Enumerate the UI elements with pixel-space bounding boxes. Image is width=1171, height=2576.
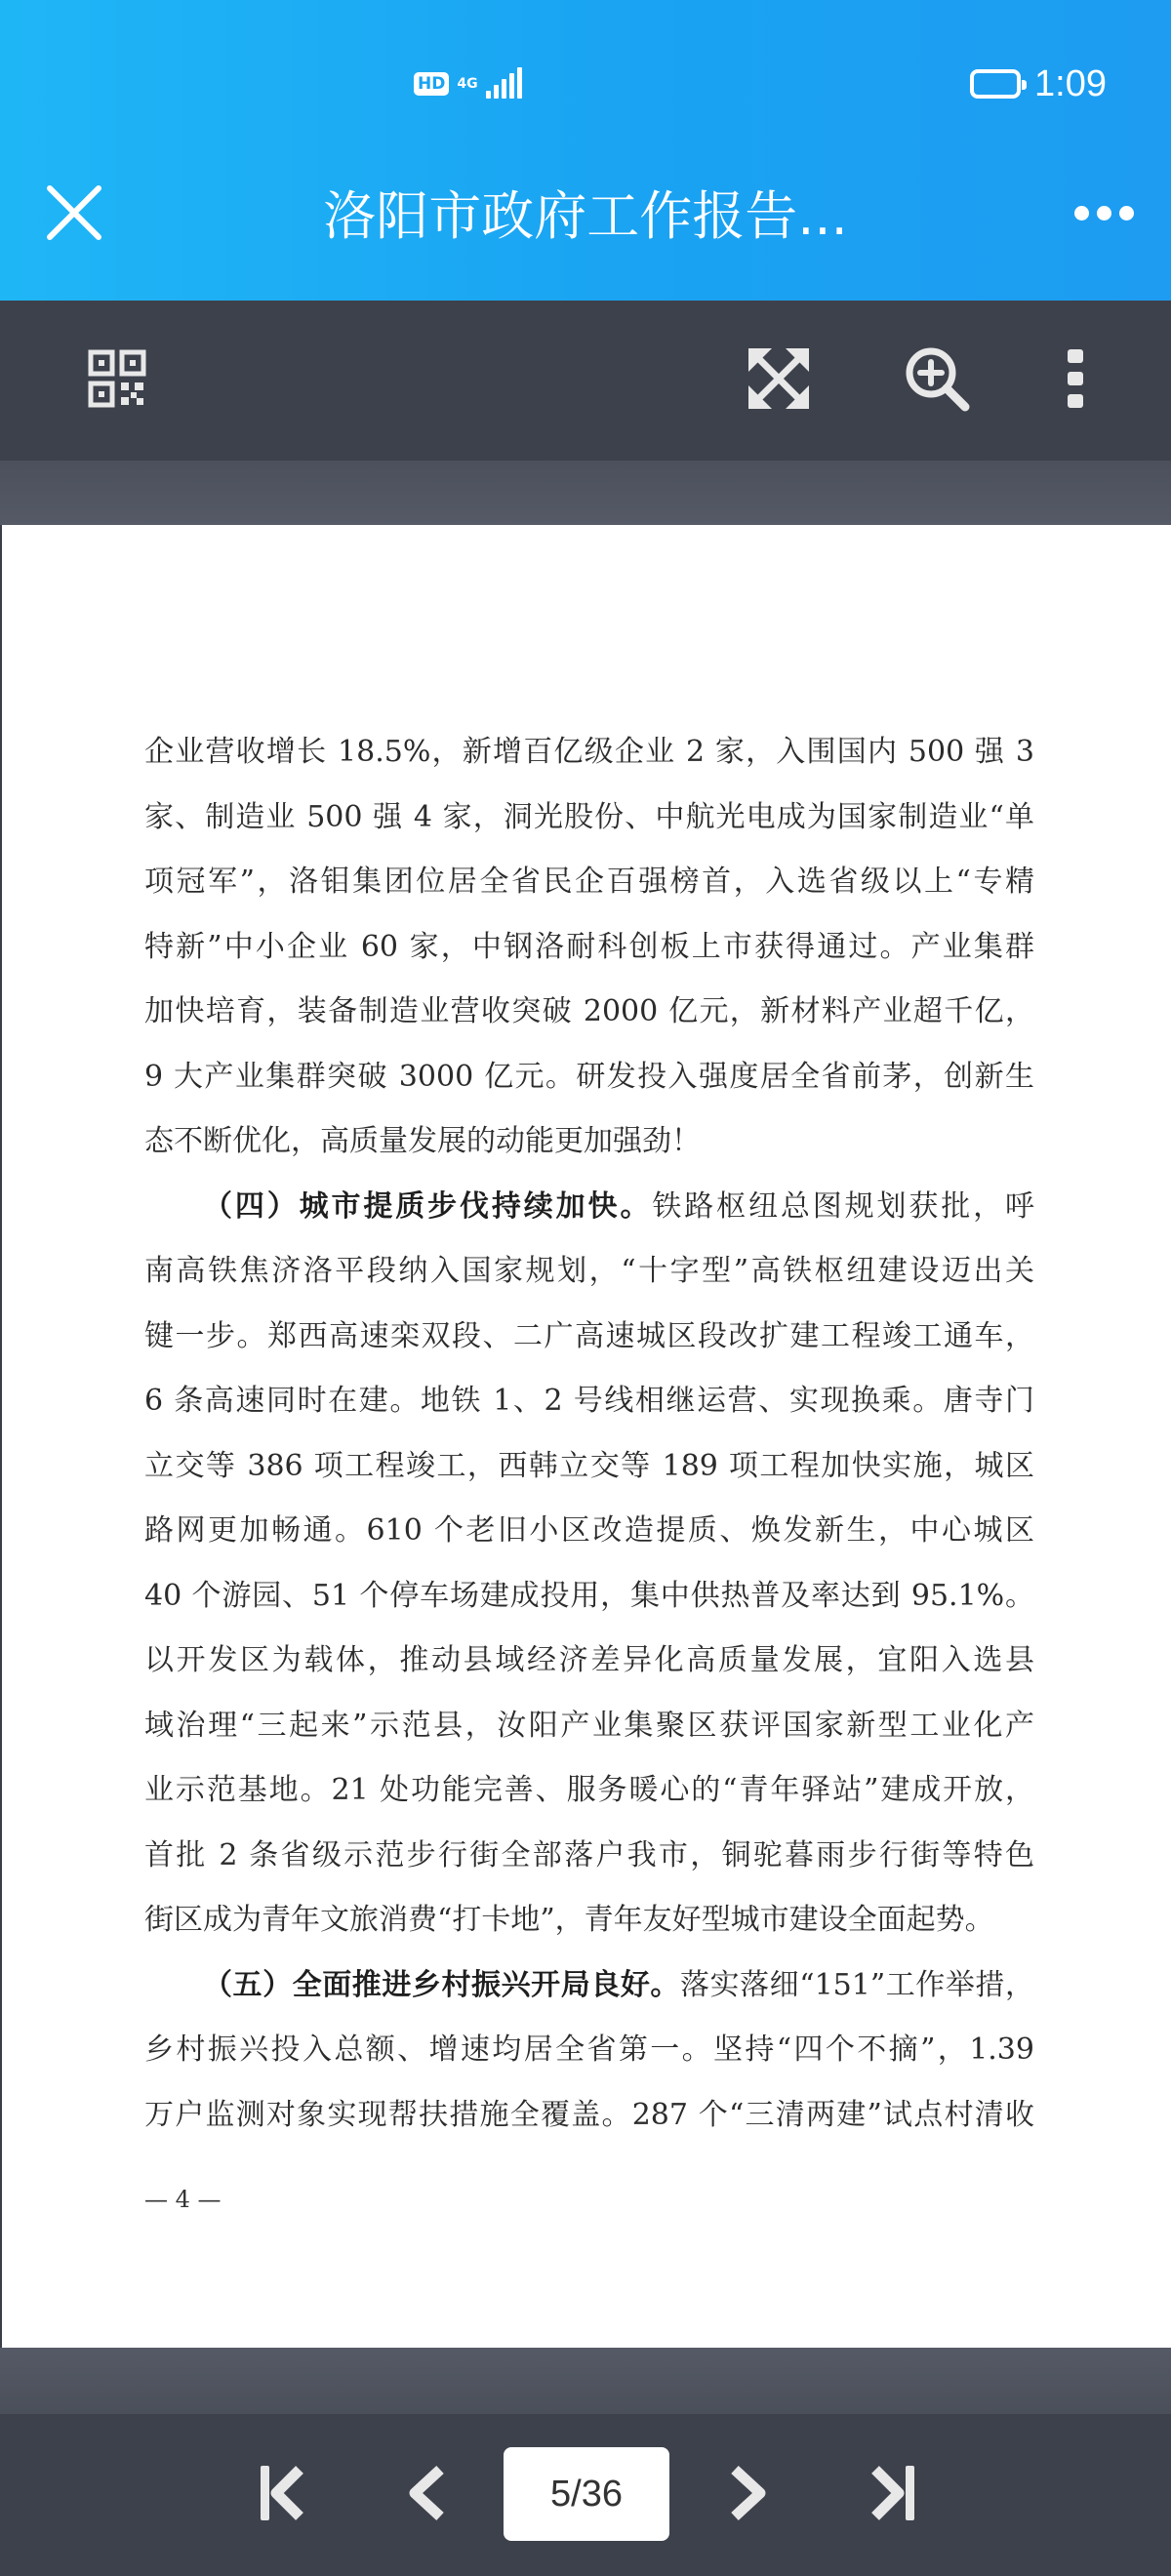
document-line (144, 2083, 1034, 2149)
status-time: 1:09 (1034, 62, 1107, 104)
more-dot-icon (1074, 206, 1089, 221)
page-indicator[interactable]: 5/36 (504, 2447, 669, 2541)
section-heading: （四）城市提质步伐持续加快。 (203, 1188, 653, 1224)
signal-icon (486, 69, 522, 99)
line-text: 加快培育，装备制造业营收突破 2000 亿元，新材料产业超千亿， (144, 994, 1034, 1028)
document-line (144, 1694, 1034, 1759)
document-line (144, 1824, 1034, 1889)
document-line (144, 915, 1034, 981)
document-page[interactable] (2, 525, 1171, 2348)
toolbar-shadow (0, 461, 1171, 525)
skip-to-first-icon (257, 2462, 305, 2524)
zoom-in-button[interactable] (896, 338, 978, 420)
document-line (144, 785, 1034, 851)
close-icon (44, 182, 104, 243)
fullscreen-button[interactable] (738, 338, 820, 420)
line-text: 40 个游园、51 个停车场建成投用，集中供热普及率达到 95.1%。 (144, 1578, 1034, 1613)
line-text: 路网更加畅通。610 个老旧小区改造提质、焕发新生，中心城区 (144, 1513, 1034, 1548)
document-line (144, 1109, 1034, 1175)
close-button[interactable] (35, 174, 113, 252)
document-line (144, 2018, 1034, 2083)
more-dot-icon (1119, 206, 1134, 221)
document-line (144, 1564, 1034, 1630)
line-text: 铁路枢纽总图规划获批，呼 (652, 1188, 1035, 1224)
line-text: 特新”中小企业 60 家，中钢洛耐科创板上市获得通过。产业集群 (144, 929, 1034, 964)
document-line (144, 1499, 1034, 1564)
line-text: 立交等 386 项工程竣工，西韩立交等 189 项工程加快实施，城区 (144, 1448, 1034, 1483)
section-heading: （五）全面推进乡村振兴开局良好。 (203, 1967, 680, 2002)
line-text: 南高铁焦济洛平段纳入国家规划，“十字型”高铁枢纽建设迈出关 (144, 1254, 1034, 1288)
line-text: 业示范基地。21 处功能完善、服务暖心的“青年驿站”建成开放， (144, 1773, 1034, 1807)
document-line (144, 1758, 1034, 1824)
page-footer-number: — 4 — (144, 2186, 222, 2213)
qr-code-button[interactable] (76, 338, 158, 420)
line-text: 6 条高速同时在建。地铁 1、2 号线相继运营、实现换乘。唐寺门 (144, 1384, 1034, 1418)
line-text: 键一步。郑西高速栾双段、二广高速城区段改扩建工程竣工通车， (144, 1318, 1034, 1353)
page-navigation-bar (0, 2414, 1171, 2576)
document-text (144, 720, 1034, 2148)
line-text: 项冠军”，洛钼集团位居全省民企百强榜首，入选省级以上“专精 (144, 865, 1034, 899)
more-dot-icon (1097, 206, 1111, 221)
viewer-toolbar (0, 301, 1171, 461)
document-line (144, 980, 1034, 1045)
document-line (144, 1239, 1034, 1305)
title-bar (0, 166, 1171, 301)
line-text: 家、制造业 500 强 4 家，洞光股份、中航光电成为国家制造业“单 (144, 799, 1034, 834)
document-line (144, 1629, 1034, 1694)
line-text: 域治理“三起来”示范县，汝阳产业集聚区获评国家新型工业化产 (144, 1708, 1034, 1743)
document-line (144, 1045, 1034, 1110)
expand-icon (747, 346, 811, 411)
line-text: 以开发区为载体，推动县域经济差异化高质量发展，宜阳入选县 (144, 1643, 1034, 1677)
next-page-button[interactable] (710, 2449, 788, 2537)
document-line (144, 850, 1034, 915)
previous-page-button[interactable] (386, 2449, 464, 2537)
line-text: 乡村振兴投入总额、增速均居全省第一。坚持“四个不摘”，1.39 (144, 2033, 1034, 2067)
document-line (144, 1369, 1034, 1434)
network-status (414, 64, 522, 103)
battery-icon (970, 69, 1021, 99)
network-type: 4G (457, 76, 478, 92)
status-right (970, 60, 1107, 107)
line-text: 万户监测对象实现帮扶措施全覆盖。287 个“三清两建”试点村清收 (144, 2097, 1034, 2132)
line-text: 9 大产业集群突破 3000 亿元。研发投入强度居全省前茅，创新生 (144, 1059, 1034, 1094)
document-line (144, 1434, 1034, 1500)
more-options-button[interactable] (1060, 183, 1148, 242)
hd-badge: HD (414, 72, 449, 96)
zoom-in-icon (903, 344, 971, 413)
last-page-button[interactable] (855, 2449, 933, 2537)
skip-to-last-icon (869, 2462, 918, 2524)
chevron-left-icon (403, 2462, 448, 2524)
line-text: 落实落细“151”工作举措， (680, 1967, 1034, 2002)
line-text: 企业营收增长 18.5%，新增百亿级企业 2 家，入围国内 500 强 3 (144, 735, 1034, 769)
vertical-dots-icon (1064, 347, 1087, 410)
line-text: 街区成为青年文旅消费“打卡地”，青年友好型城市建设全面起势。 (144, 1903, 994, 1937)
line-text: 首批 2 条省级示范步行街全部落户我市，铜驼暮雨步行街等特色 (144, 1837, 1034, 1872)
chevron-right-icon (727, 2462, 772, 2524)
document-line (144, 1953, 1034, 2019)
bottom-shadow (0, 2348, 1171, 2414)
document-line (144, 1175, 1034, 1240)
document-line (144, 1888, 1034, 1953)
document-line (144, 720, 1034, 785)
page-title: 洛阳市政府工作报告... (323, 185, 848, 247)
first-page-button[interactable] (242, 2449, 320, 2537)
status-bar (0, 0, 1171, 166)
document-line (144, 1305, 1034, 1370)
qr-code-icon (88, 349, 146, 408)
toolbar-menu-button[interactable] (1034, 338, 1116, 420)
line-text: 态不断优化，高质量发展的动能更加强劲！ (144, 1124, 701, 1158)
